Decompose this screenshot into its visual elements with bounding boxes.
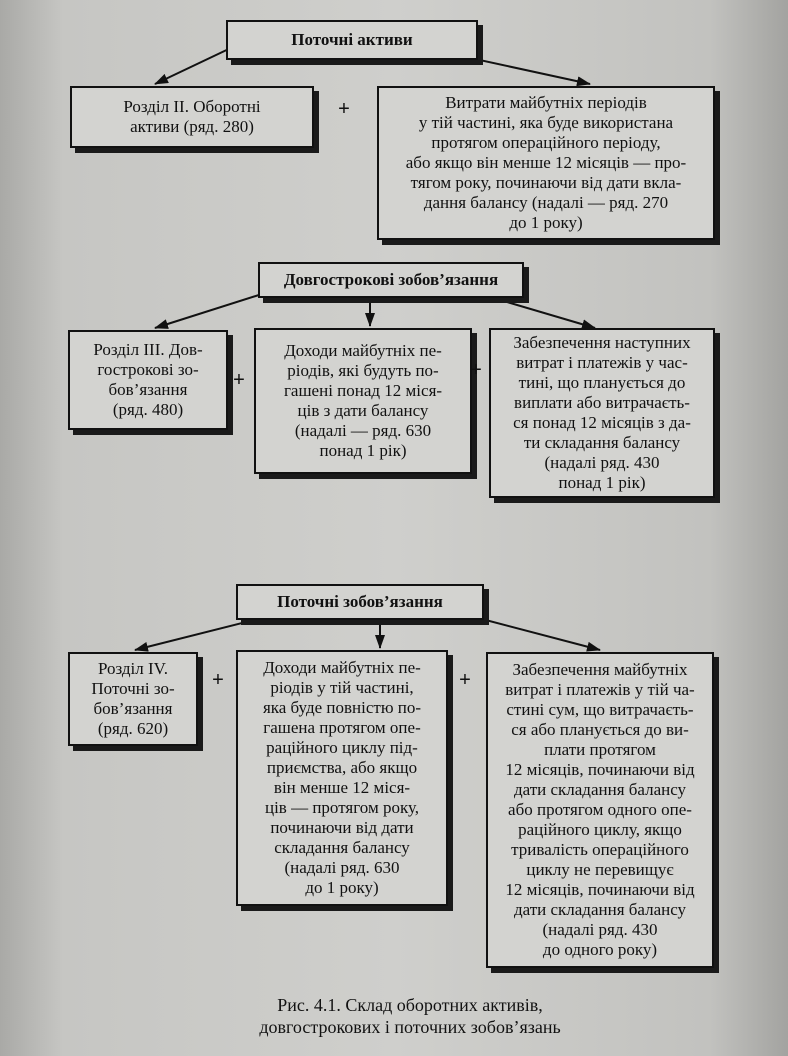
- deferred-income-longterm-box: Доходи майбутніх пе- ріодів, які будуть по- гашені понад 12 міся- ців з дати балансу (надалі — ряд. 630 понад 1 рік): [254, 328, 472, 474]
- arrow-to-longterm-left: [155, 294, 262, 328]
- plus-sign: +: [233, 369, 245, 391]
- longterm-section-box: Розділ III. Дов- гострокові зо- бов’язання (ряд. 480): [68, 330, 228, 430]
- provisions-current-box: Забезпечення майбутніх витрат і платежів у тій ча- стині сум, що витрачаєть- ся або планується до ви- плати протягом 12 місяців, починаючи від дати складання балансу або протягом одного опе- раційного циклу, якщо тривалість операційного циклу не перевищує 12 місяців, починаючи від дати складання балансу (надалі ряд. 430 до одного року): [486, 652, 714, 968]
- deferred-income-current-box: Доходи майбутніх пе- ріодів у тій частині, яка буде повністю по- гашена протягом опе- раційного циклу під- приємства, або якщо він менше 12 міся- ців — протягом року, починаючи від дати складання балансу (надалі ряд. 630 до 1 року): [236, 650, 448, 906]
- current-liabilities-section-box: Розділ IV. Поточні зо- бов’язання (ряд. 620): [68, 652, 198, 746]
- arrow-to-current-liab-right: [478, 618, 600, 650]
- arrow-to-current-assets-left: [155, 46, 235, 84]
- plus-sign: +: [212, 669, 224, 691]
- plus-sign: +: [470, 359, 482, 381]
- current-assets-header: Поточні активи: [226, 20, 478, 60]
- plus-sign: +: [459, 669, 471, 691]
- current-liabilities-header: Поточні зобов’язання: [236, 584, 484, 620]
- plus-sign: +: [338, 98, 350, 120]
- deferred-expenses-box: Витрати майбутніх періодів у тій частині, яка буде використана протягом операційного періоду, або якщо він менше 12 місяців — про- тягом року, починаючи від дати вкла- дання балансу (надалі — ряд. 270 до 1 року): [377, 86, 715, 240]
- provisions-longterm-box: Забезпечення наступних витрат і платежів у час- тині, що планується до виплати або витрачаєть- ся понад 12 місяців з да- ти складання балансу (надалі ряд. 430 понад 1 рік): [489, 328, 715, 498]
- arrow-to-longterm-right: [480, 294, 595, 328]
- current-assets-section-box: Розділ II. Оборотні активи (ряд. 280): [70, 86, 314, 148]
- arrow-to-current-liab-left: [135, 618, 262, 650]
- longterm-liabilities-header: Довгострокові зобов’язання: [258, 262, 524, 298]
- figure-caption: Рис. 4.1. Склад оборотних активів, довгострокових і поточних зобов’язань: [259, 995, 561, 1037]
